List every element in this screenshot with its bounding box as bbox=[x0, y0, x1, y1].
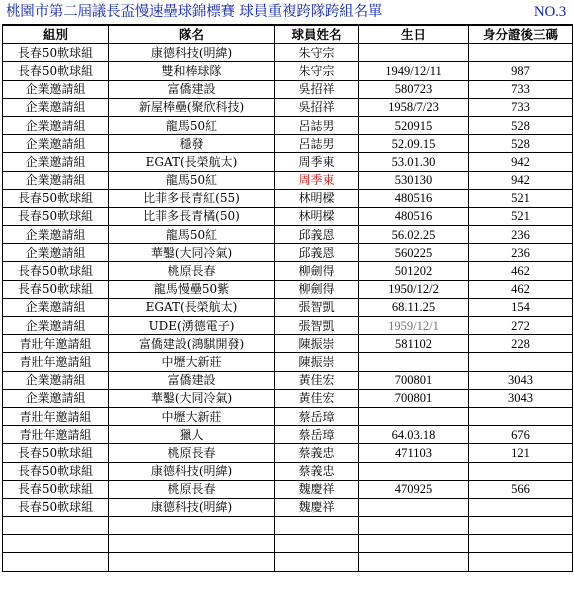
cell-group[interactable]: 長春50軟球組 bbox=[3, 444, 109, 462]
cell-player-name[interactable]: 邱義恩 bbox=[275, 244, 359, 262]
cell-team[interactable]: 富僑建設 bbox=[109, 80, 275, 98]
cell-player-name[interactable]: 蔡義忠 bbox=[275, 444, 359, 462]
cell-group[interactable]: 長春50軟球組 bbox=[3, 207, 109, 225]
cell-team[interactable]: 獵人 bbox=[109, 426, 275, 444]
header-birthday: 生日 bbox=[359, 25, 469, 44]
table-row bbox=[3, 135, 573, 153]
cell-birthday[interactable]: 1959/12/1 bbox=[359, 317, 469, 335]
table-row bbox=[3, 44, 573, 62]
cell-birthday[interactable]: 480516 bbox=[359, 207, 469, 225]
cell-team[interactable] bbox=[109, 517, 275, 535]
cell-team[interactable]: EGAT(長榮航太) bbox=[109, 153, 275, 171]
cell-team[interactable]: 桃原長春 bbox=[109, 480, 275, 498]
cell-player-name[interactable]: 邱義恩 bbox=[275, 226, 359, 244]
cell-birthday[interactable]: 53.01.30 bbox=[359, 153, 469, 171]
cell-player-name[interactable]: 朱守宗 bbox=[275, 62, 359, 80]
cell-birthday[interactable]: 470925 bbox=[359, 480, 469, 498]
cell-id-last-digits[interactable]: 987 bbox=[469, 62, 573, 80]
cell-team[interactable]: 康德科技(明緯) bbox=[109, 498, 275, 516]
cell-id-last-digits[interactable]: 3043 bbox=[469, 389, 573, 407]
cell-id-last-digits[interactable]: 154 bbox=[469, 298, 573, 316]
cell-group[interactable]: 長春50軟球組 bbox=[3, 498, 109, 516]
sheet-title-bar bbox=[0, 0, 574, 24]
cell-player-name[interactable]: 魏慶祥 bbox=[275, 480, 359, 498]
cell-group[interactable]: 長春50軟球組 bbox=[3, 280, 109, 298]
header-row bbox=[3, 25, 573, 44]
cell-group[interactable]: 企業邀請組 bbox=[3, 226, 109, 244]
cell-group[interactable]: 長春50軟球組 bbox=[3, 44, 109, 62]
cell-id-last-digits[interactable]: 521 bbox=[469, 189, 573, 207]
cell-player-name[interactable]: 林明樑 bbox=[275, 207, 359, 225]
cell-birthday[interactable]: 520915 bbox=[359, 116, 469, 134]
cell-id-last-digits[interactable]: 3043 bbox=[469, 371, 573, 389]
cell-player-name[interactable]: 蔡岳璋 bbox=[275, 407, 359, 425]
cell-group[interactable]: 企業邀請組 bbox=[3, 244, 109, 262]
cell-player-name[interactable]: 陳振崇 bbox=[275, 353, 359, 371]
cell-birthday[interactable]: 581102 bbox=[359, 335, 469, 353]
cell-id-last-digits[interactable] bbox=[469, 407, 573, 425]
cell-id-last-digits[interactable] bbox=[469, 498, 573, 516]
cell-player-name[interactable]: 黃佳宏 bbox=[275, 371, 359, 389]
cell-player-name[interactable]: 柳劍得 bbox=[275, 280, 359, 298]
cell-group[interactable]: 長春50軟球組 bbox=[3, 62, 109, 80]
cell-group[interactable]: 企業邀請組 bbox=[3, 317, 109, 335]
table-row bbox=[3, 153, 573, 171]
table-row bbox=[3, 207, 573, 225]
cell-team[interactable]: 中壢大新莊 bbox=[109, 353, 275, 371]
table-row bbox=[3, 389, 573, 407]
cell-birthday[interactable]: 700801 bbox=[359, 371, 469, 389]
cell-birthday[interactable]: 700801 bbox=[359, 389, 469, 407]
cell-id-last-digits[interactable]: 228 bbox=[469, 335, 573, 353]
cell-id-last-digits[interactable]: 462 bbox=[469, 262, 573, 280]
cell-group[interactable]: 企業邀請組 bbox=[3, 298, 109, 316]
table-row bbox=[3, 535, 573, 553]
cell-team[interactable]: 富僑建設 bbox=[109, 371, 275, 389]
cell-team[interactable]: 華鑿(大同冷氣) bbox=[109, 244, 275, 262]
cell-id-last-digits[interactable] bbox=[469, 353, 573, 371]
cell-birthday[interactable]: 501202 bbox=[359, 262, 469, 280]
cell-player-name[interactable] bbox=[275, 517, 359, 535]
cell-team[interactable]: 穩發 bbox=[109, 135, 275, 153]
cell-birthday[interactable]: 1950/12/2 bbox=[359, 280, 469, 298]
cell-player-name[interactable]: 吳招祥 bbox=[275, 80, 359, 98]
table-row bbox=[3, 189, 573, 207]
cell-birthday[interactable]: 560225 bbox=[359, 244, 469, 262]
table-row bbox=[3, 553, 573, 571]
cell-id-last-digits[interactable]: 521 bbox=[469, 207, 573, 225]
cell-id-last-digits[interactable]: 121 bbox=[469, 444, 573, 462]
cell-id-last-digits[interactable]: 272 bbox=[469, 317, 573, 335]
cell-team[interactable]: 康德科技(明緯) bbox=[109, 462, 275, 480]
table-row bbox=[3, 517, 573, 535]
cell-id-last-digits[interactable] bbox=[469, 44, 573, 62]
cell-team[interactable]: 比菲多長青紅(55) bbox=[109, 189, 275, 207]
table-row bbox=[3, 371, 573, 389]
cell-group[interactable]: 企業邀請組 bbox=[3, 98, 109, 116]
cell-player-name[interactable] bbox=[275, 535, 359, 553]
cell-id-last-digits[interactable] bbox=[469, 517, 573, 535]
cell-player-name[interactable]: 呂誌男 bbox=[275, 116, 359, 134]
cell-team[interactable]: 華鑿(大同冷氣) bbox=[109, 389, 275, 407]
cell-birthday[interactable] bbox=[359, 553, 469, 571]
cell-player-name[interactable]: 周季東 bbox=[275, 171, 359, 189]
cell-player-name[interactable]: 朱守宗 bbox=[275, 44, 359, 62]
cell-team[interactable]: 中壢大新莊 bbox=[109, 407, 275, 425]
cell-id-last-digits[interactable]: 566 bbox=[469, 480, 573, 498]
cell-id-last-digits[interactable] bbox=[469, 553, 573, 571]
cell-player-name[interactable]: 周季東 bbox=[275, 153, 359, 171]
cell-birthday[interactable] bbox=[359, 517, 469, 535]
cell-group[interactable] bbox=[3, 535, 109, 553]
cell-team[interactable]: UDE(湧德電子) bbox=[109, 317, 275, 335]
cell-group[interactable]: 企業邀請組 bbox=[3, 371, 109, 389]
cell-birthday[interactable]: 68.11.25 bbox=[359, 298, 469, 316]
cell-group[interactable]: 青壯年邀請組 bbox=[3, 407, 109, 425]
cell-birthday[interactable]: 52.09.15 bbox=[359, 135, 469, 153]
cell-birthday[interactable] bbox=[359, 407, 469, 425]
cell-group[interactable]: 青壯年邀請組 bbox=[3, 335, 109, 353]
cell-birthday[interactable]: 64.03.18 bbox=[359, 426, 469, 444]
cell-birthday[interactable] bbox=[359, 535, 469, 553]
cell-id-last-digits[interactable]: 528 bbox=[469, 135, 573, 153]
cell-group[interactable]: 青壯年邀請組 bbox=[3, 426, 109, 444]
cell-player-name[interactable]: 陳振崇 bbox=[275, 335, 359, 353]
table-row bbox=[3, 80, 573, 98]
cell-id-last-digits[interactable]: 236 bbox=[469, 244, 573, 262]
cell-id-last-digits[interactable]: 733 bbox=[469, 80, 573, 98]
cell-birthday[interactable]: 480516 bbox=[359, 189, 469, 207]
cell-group[interactable]: 企業邀請組 bbox=[3, 135, 109, 153]
cell-group[interactable]: 長春50軟球組 bbox=[3, 480, 109, 498]
table-row bbox=[3, 444, 573, 462]
cell-player-name[interactable]: 蔡義忠 bbox=[275, 462, 359, 480]
header-id-last-digits: 身分證後三碼 bbox=[469, 25, 573, 44]
cell-birthday[interactable] bbox=[359, 353, 469, 371]
cell-team[interactable]: 龍馬慢壘50紫 bbox=[109, 280, 275, 298]
cell-birthday[interactable]: 1958/7/23 bbox=[359, 98, 469, 116]
cell-team[interactable]: 龍馬50紅 bbox=[109, 171, 275, 189]
cell-team[interactable]: 龍馬50紅 bbox=[109, 226, 275, 244]
cell-player-name[interactable]: 吳招祥 bbox=[275, 98, 359, 116]
cell-player-name[interactable]: 蔡岳璋 bbox=[275, 426, 359, 444]
cell-player-name[interactable]: 張智凱 bbox=[275, 298, 359, 316]
table-row bbox=[3, 407, 573, 425]
cell-group[interactable]: 企業邀請組 bbox=[3, 80, 109, 98]
cell-id-last-digits[interactable]: 528 bbox=[469, 116, 573, 134]
cell-id-last-digits[interactable]: 676 bbox=[469, 426, 573, 444]
cell-birthday[interactable] bbox=[359, 498, 469, 516]
cell-player-name[interactable]: 林明樑 bbox=[275, 189, 359, 207]
table-row bbox=[3, 498, 573, 516]
cell-group[interactable]: 長春50軟球組 bbox=[3, 262, 109, 280]
cell-group[interactable] bbox=[3, 517, 109, 535]
cell-id-last-digits[interactable]: 942 bbox=[469, 171, 573, 189]
table-row bbox=[3, 353, 573, 371]
table-row bbox=[3, 116, 573, 134]
cell-birthday[interactable] bbox=[359, 44, 469, 62]
cell-team[interactable]: 桃原長春 bbox=[109, 444, 275, 462]
cell-group[interactable]: 青壯年邀請組 bbox=[3, 353, 109, 371]
header-group: 組別 bbox=[3, 25, 109, 44]
cell-birthday[interactable]: 56.02.25 bbox=[359, 226, 469, 244]
cell-team[interactable] bbox=[109, 535, 275, 553]
cell-birthday[interactable]: 580723 bbox=[359, 80, 469, 98]
table-row bbox=[3, 262, 573, 280]
cell-team[interactable]: 雙和棒球隊 bbox=[109, 62, 275, 80]
cell-id-last-digits[interactable]: 236 bbox=[469, 226, 573, 244]
cell-team[interactable]: 康德科技(明緯) bbox=[109, 44, 275, 62]
cell-id-last-digits[interactable]: 733 bbox=[469, 98, 573, 116]
cell-group[interactable]: 企業邀請組 bbox=[3, 389, 109, 407]
cell-group[interactable]: 企業邀請組 bbox=[3, 171, 109, 189]
table-row bbox=[3, 244, 573, 262]
cell-player-name[interactable]: 柳劍得 bbox=[275, 262, 359, 280]
cell-team[interactable]: EGAT(長榮航太) bbox=[109, 298, 275, 316]
sheet-title: 桃園市第二屆議長盃慢速壘球錦標賽 球員重複跨隊跨組名單 bbox=[6, 4, 383, 20]
table-row bbox=[3, 426, 573, 444]
cell-group[interactable]: 長春50軟球組 bbox=[3, 462, 109, 480]
header-player-name: 球員姓名 bbox=[275, 25, 359, 44]
header-team: 隊名 bbox=[109, 25, 275, 44]
cell-birthday[interactable] bbox=[359, 462, 469, 480]
table-row bbox=[3, 298, 573, 316]
cell-group[interactable]: 企業邀請組 bbox=[3, 116, 109, 134]
cell-id-last-digits[interactable]: 462 bbox=[469, 280, 573, 298]
cell-player-name[interactable]: 呂誌男 bbox=[275, 135, 359, 153]
cell-team[interactable]: 富僑建設(鴻騏開發) bbox=[109, 335, 275, 353]
cell-team[interactable]: 龍馬50紅 bbox=[109, 116, 275, 134]
table-row bbox=[3, 280, 573, 298]
table-row bbox=[3, 98, 573, 116]
table-row bbox=[3, 171, 573, 189]
table-row bbox=[3, 462, 573, 480]
cell-birthday[interactable]: 1949/12/11 bbox=[359, 62, 469, 80]
cell-team[interactable]: 比菲多長青橘(50) bbox=[109, 207, 275, 225]
table-row bbox=[3, 480, 573, 498]
cell-player-name[interactable]: 黃佳宏 bbox=[275, 389, 359, 407]
table-row bbox=[3, 317, 573, 335]
cell-id-last-digits[interactable]: 942 bbox=[469, 153, 573, 171]
table-row bbox=[3, 62, 573, 80]
table-row bbox=[3, 335, 573, 353]
cell-team[interactable] bbox=[109, 553, 275, 571]
cell-id-last-digits[interactable] bbox=[469, 535, 573, 553]
cell-birthday[interactable]: 530130 bbox=[359, 171, 469, 189]
cell-player-name[interactable]: 張智凱 bbox=[275, 317, 359, 335]
table-row bbox=[3, 226, 573, 244]
cell-id-last-digits[interactable] bbox=[469, 462, 573, 480]
cell-team[interactable]: 新屋棒壘(聚欣科技) bbox=[109, 98, 275, 116]
cell-birthday[interactable]: 471103 bbox=[359, 444, 469, 462]
cell-group[interactable] bbox=[3, 553, 109, 571]
cell-player-name[interactable] bbox=[275, 553, 359, 571]
cell-group[interactable]: 企業邀請組 bbox=[3, 153, 109, 171]
roster-table bbox=[2, 24, 573, 572]
cell-team[interactable]: 桃原長春 bbox=[109, 262, 275, 280]
cell-group[interactable]: 長春50軟球組 bbox=[3, 189, 109, 207]
cell-player-name[interactable]: 魏慶祥 bbox=[275, 498, 359, 516]
sheet-number: NO.3 bbox=[533, 4, 566, 20]
